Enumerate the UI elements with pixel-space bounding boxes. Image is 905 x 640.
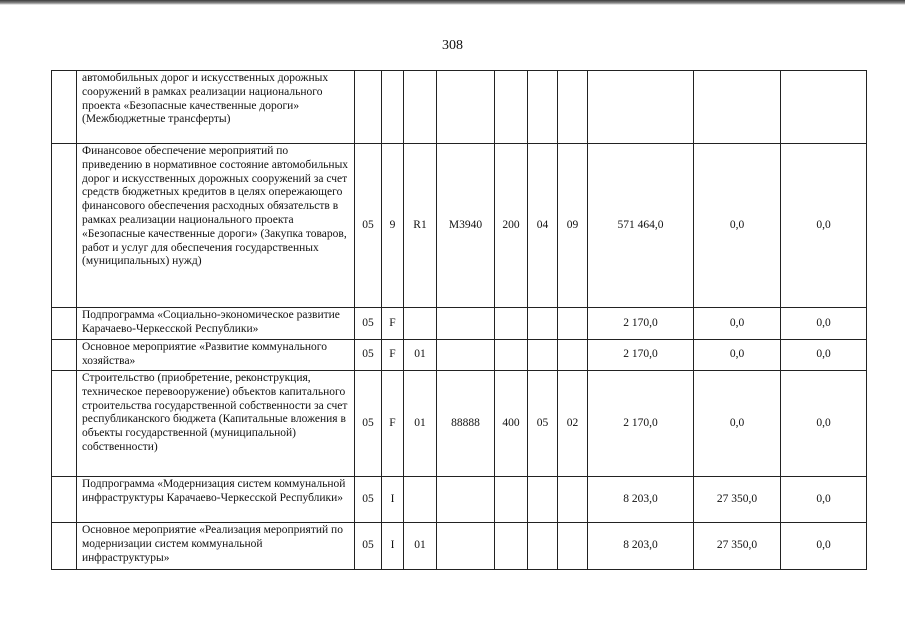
row-name: автомобильных дорог и искусственных дорожных сооружений в рамках реализации национального проекта «Безопасные качественные дороги» (Межбюджетные трансферты) (77, 71, 355, 144)
code-ministry: 05 (355, 477, 382, 523)
amount-year-2: 27 350,0 (694, 477, 781, 523)
code-expense-type (495, 340, 528, 371)
code-ministry (355, 71, 382, 144)
code-event (404, 308, 437, 340)
amount-year-1: 571 464,0 (588, 144, 694, 308)
code-subsection (558, 477, 588, 523)
amount-year-3: 0,0 (781, 144, 867, 308)
code-section (528, 340, 558, 371)
code-ministry: 05 (355, 523, 382, 570)
amount-year-1: 2 170,0 (588, 340, 694, 371)
code-expense-type: 200 (495, 144, 528, 308)
code-subprogram: F (382, 371, 404, 477)
code-subsection (558, 523, 588, 570)
code-expense-type (495, 477, 528, 523)
code-subprogram (382, 71, 404, 144)
code-event: R1 (404, 144, 437, 308)
code-expense-type (495, 523, 528, 570)
code-section (528, 308, 558, 340)
amount-year-3: 0,0 (781, 371, 867, 477)
code-direction (437, 477, 495, 523)
amount-year-2: 0,0 (694, 144, 781, 308)
budget-table (51, 70, 867, 570)
amount-year-2: 0,0 (694, 308, 781, 340)
amount-year-1 (588, 71, 694, 144)
code-direction: М3940 (437, 144, 495, 308)
row-number-cell (52, 477, 77, 523)
code-section (528, 71, 558, 144)
code-event (404, 71, 437, 144)
code-subsection: 02 (558, 371, 588, 477)
table-row (52, 371, 867, 477)
table-row (52, 340, 867, 371)
row-number-cell (52, 144, 77, 308)
code-section (528, 523, 558, 570)
amount-year-1: 8 203,0 (588, 523, 694, 570)
scan-top-edge (0, 0, 905, 5)
code-subprogram: 9 (382, 144, 404, 308)
amount-year-3: 0,0 (781, 477, 867, 523)
code-section: 05 (528, 371, 558, 477)
amount-year-1: 8 203,0 (588, 477, 694, 523)
code-expense-type (495, 71, 528, 144)
code-direction (437, 340, 495, 371)
row-name: Подпрограмма «Модернизация систем коммунальной инфраструктуры Карачаево-Черкесской Республики» (77, 477, 355, 523)
code-subprogram: I (382, 477, 404, 523)
amount-year-3: 0,0 (781, 340, 867, 371)
code-section: 04 (528, 144, 558, 308)
code-subprogram: F (382, 308, 404, 340)
row-name: Строительство (приобретение, реконструкция, техническое перевооружение) объектов капитального строительства государственной собственности за счет республиканского бюджета (Капитальные вложения в объекты государственной (муниципальной) собственности) (77, 371, 355, 477)
code-subsection (558, 308, 588, 340)
row-number-cell (52, 340, 77, 371)
row-number-cell (52, 371, 77, 477)
code-direction (437, 523, 495, 570)
row-number-cell (52, 523, 77, 570)
code-subsection (558, 71, 588, 144)
code-direction: 88888 (437, 371, 495, 477)
amount-year-3: 0,0 (781, 523, 867, 570)
code-ministry: 05 (355, 308, 382, 340)
code-ministry: 05 (355, 371, 382, 477)
code-event: 01 (404, 340, 437, 371)
code-event: 01 (404, 371, 437, 477)
page-number: 308 (442, 38, 463, 53)
code-expense-type: 400 (495, 371, 528, 477)
table-row (52, 523, 867, 570)
code-ministry: 05 (355, 340, 382, 371)
table-row (52, 71, 867, 144)
row-number-cell (52, 71, 77, 144)
code-section (528, 477, 558, 523)
code-subsection (558, 340, 588, 371)
table-row (52, 477, 867, 523)
code-ministry: 05 (355, 144, 382, 308)
code-subprogram: F (382, 340, 404, 371)
code-event: 01 (404, 523, 437, 570)
amount-year-2: 0,0 (694, 340, 781, 371)
row-number-cell (52, 308, 77, 340)
code-event (404, 477, 437, 523)
amount-year-3: 0,0 (781, 308, 867, 340)
row-name: Подпрограмма «Социально-экономическое развитие Карачаево-Черкесской Республики» (77, 308, 355, 340)
amount-year-2 (694, 71, 781, 144)
table-row (52, 144, 867, 308)
row-name: Финансовое обеспечение мероприятий по приведению в нормативное состояние автомобильных дорог и искусственных дорожных сооружений за счет средств бюджетных кредитов в целях опережающего финансового обеспечения расходных обязательств в рамках реализации национального проекта «Безопасные качественные дороги» (Закупка товаров, работ и услуг для обеспечения государственных (муниципальных) нужд) (77, 144, 355, 308)
amount-year-2: 0,0 (694, 371, 781, 477)
code-direction (437, 71, 495, 144)
table-row (52, 308, 867, 340)
row-name: Основное мероприятие «Реализация мероприятий по модернизации систем коммунальной инфраструктуры» (77, 523, 355, 570)
code-expense-type (495, 308, 528, 340)
amount-year-1: 2 170,0 (588, 308, 694, 340)
code-direction (437, 308, 495, 340)
code-subprogram: I (382, 523, 404, 570)
amount-year-1: 2 170,0 (588, 371, 694, 477)
amount-year-3 (781, 71, 867, 144)
row-name: Основное мероприятие «Развитие коммунального хозяйства» (77, 340, 355, 371)
code-subsection: 09 (558, 144, 588, 308)
amount-year-2: 27 350,0 (694, 523, 781, 570)
